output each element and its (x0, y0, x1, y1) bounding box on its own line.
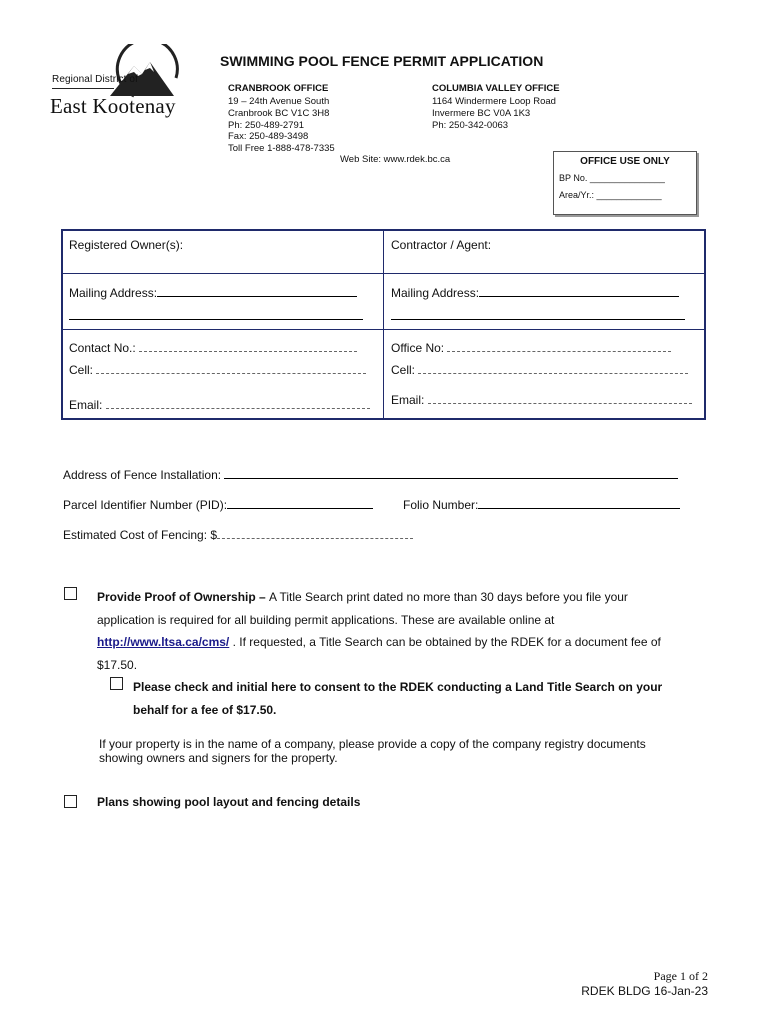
pid-field[interactable] (63, 497, 373, 512)
area-year: Area/Yr.: _____________ (559, 190, 662, 200)
cranbrook-line: Ph: 250-489-2791 (228, 119, 305, 131)
proof-line1 (97, 586, 717, 609)
pid-label: Parcel Identifier Number (PID): (63, 498, 228, 512)
owner-mailing-address-field[interactable] (69, 285, 357, 300)
cranbrook-line: Toll Free 1-888-478-7335 (228, 143, 335, 155)
consent-checkbox[interactable] (110, 677, 123, 690)
contractor-cell-label: Cell: (391, 363, 416, 377)
contractor-email-line (428, 392, 692, 404)
folio-label: Folio Number: (403, 498, 479, 512)
contractor-email-field[interactable] (391, 392, 692, 407)
pid-line (227, 497, 373, 509)
company-line2: showing owners and signers for the property. (99, 751, 338, 765)
contractor-mailing-line2[interactable] (391, 319, 685, 320)
cost-line (217, 527, 413, 539)
grid-divider-vertical (383, 231, 384, 418)
owner-cell-line (96, 362, 366, 374)
proof-text3: . If requested, a Title Search can be obtained by the RDEK for a document fee of (229, 635, 661, 649)
office-no-line (447, 340, 671, 352)
plans-checkbox[interactable] (64, 795, 77, 808)
contractor-cell-line (418, 362, 688, 374)
owner-email-label: Email: (69, 398, 103, 412)
consent-line1: Please check and initial here to consent to the RDEK conducting a Land Title Search on your (133, 680, 663, 694)
proof-text1: A Title Search print dated no more than 30 days before you file your (269, 590, 628, 604)
columbia-heading: COLUMBIA VALLEY OFFICE (432, 83, 560, 94)
owner-mailing-label: Mailing Address: (69, 286, 158, 300)
proof-bold: Provide Proof of Ownership – (97, 590, 270, 604)
office-use-title: OFFICE USE ONLY (580, 156, 670, 167)
proof-line2: application is required for all building permit applications. These are available online at (97, 612, 555, 627)
ltsa-link[interactable]: http://www.ltsa.ca/cms/ (97, 635, 230, 649)
estimated-cost-field[interactable] (63, 527, 413, 542)
grid-divider (63, 273, 704, 274)
rdek-logo (48, 44, 188, 124)
proof-ownership-text (97, 586, 717, 676)
owner-cell-label: Cell: (69, 363, 94, 377)
cranbrook-heading: CRANBROOK OFFICE (228, 83, 329, 94)
bp-number: BP No. _______________ (559, 173, 665, 183)
owner-cell-field[interactable] (69, 362, 366, 377)
logo-rule (52, 88, 114, 89)
office-number-field[interactable] (391, 340, 671, 355)
folio-field[interactable] (403, 497, 680, 512)
cranbrook-line: Fax: 250-489-3498 (228, 131, 309, 143)
owner-mailing-line2[interactable] (69, 319, 363, 320)
fence-address-label: Address of Fence Installation: (63, 468, 222, 482)
company-line1: If your property is in the name of a company, please provide a copy of the company registry documents (99, 737, 646, 751)
logo-line1: Regional District of (52, 74, 138, 85)
columbia-office (432, 83, 560, 131)
registered-owner-field[interactable]: Registered Owner(s): (69, 238, 184, 252)
columbia-line: Invermere BC V0A 1K3 (432, 107, 531, 119)
columbia-line: 1164 Windermere Loop Road (432, 96, 556, 107)
form-code: RDEK BLDG 16-Jan-23 (581, 984, 708, 998)
contact-label: Contact No.: (69, 341, 136, 355)
website: Web Site: www.rdek.bc.ca (340, 154, 451, 165)
office-use-box (553, 151, 697, 215)
fence-address-line (224, 467, 678, 479)
owner-email-field[interactable] (69, 397, 370, 412)
folio-line (478, 497, 680, 509)
contractor-mailing-label: Mailing Address: (391, 286, 480, 300)
page-number: Page 1 of 2 (653, 969, 708, 983)
proof-ownership-checkbox[interactable] (64, 587, 77, 600)
plans-label: Plans showing pool layout and fencing details (97, 795, 361, 809)
proof-line3 (97, 631, 717, 654)
company-note (99, 737, 719, 765)
contractor-cell-field[interactable] (391, 362, 688, 377)
contractor-email-label: Email: (391, 393, 425, 407)
fence-address-field[interactable] (63, 467, 678, 482)
logo-line2: East Kootenay (50, 94, 176, 118)
grid-divider (63, 329, 704, 330)
cost-label: Estimated Cost of Fencing: $ (63, 528, 218, 542)
footer (581, 969, 708, 999)
owner-mailing-line (157, 285, 357, 297)
cranbrook-line: Cranbrook BC V1C 3H8 (228, 107, 330, 119)
contact-number-field[interactable] (69, 340, 357, 355)
contact-line (139, 340, 357, 352)
contractor-mailing-address-field[interactable] (391, 285, 679, 300)
proof-line4: $17.50. (97, 657, 138, 672)
cranbrook-office (228, 83, 335, 155)
consent-text (133, 676, 733, 721)
cranbrook-line: 19 – 24th Avenue South (228, 96, 330, 107)
page-title: SWIMMING POOL FENCE PERMIT APPLICATION (220, 53, 544, 69)
columbia-line: Ph: 250-342-0063 (432, 119, 509, 131)
contractor-mailing-line (479, 285, 679, 297)
consent-line2: behalf for a fee of $17.50. (133, 702, 277, 717)
owner-email-line (106, 397, 370, 409)
owner-contractor-table (61, 229, 706, 420)
contractor-agent-field[interactable]: Contractor / Agent: (391, 238, 492, 252)
office-no-label: Office No: (391, 341, 445, 355)
